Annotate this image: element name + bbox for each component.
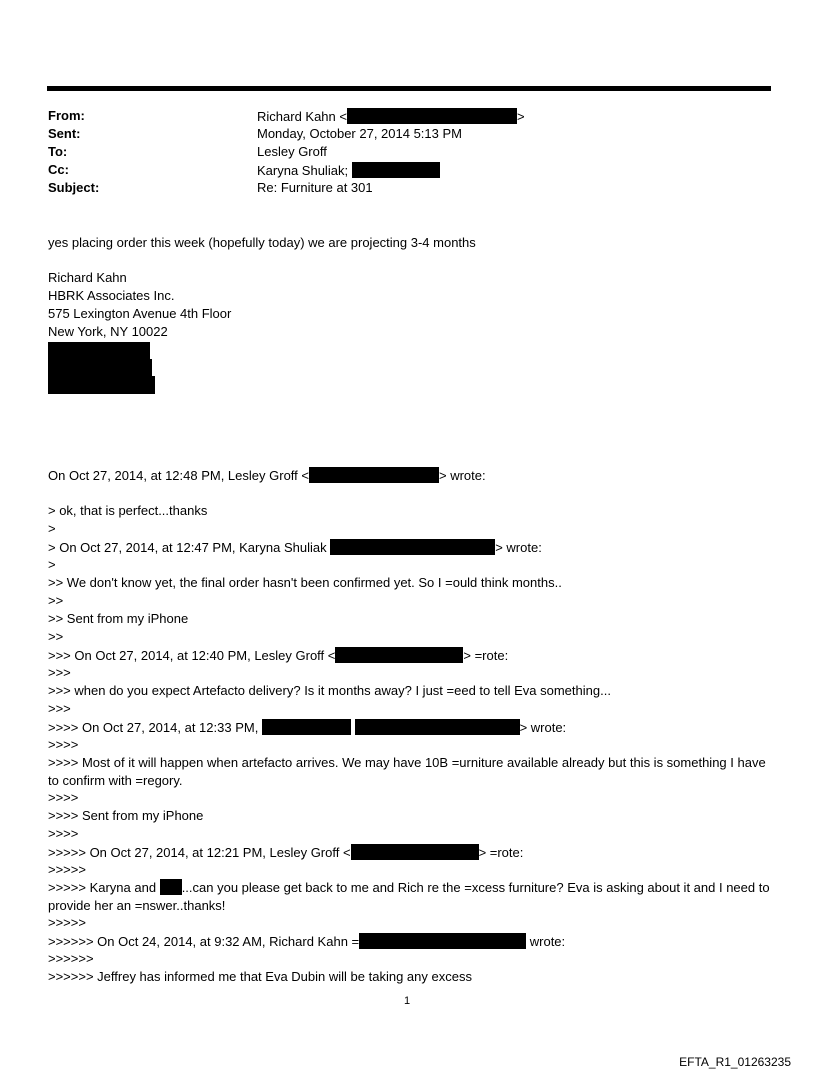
- from-label: From:: [48, 108, 85, 123]
- quoted-text: >>>>>> On Oct 24, 2014, at 9:32 AM, Richard Kahn =: [48, 934, 360, 949]
- quoted-text: > wrote:: [495, 540, 542, 555]
- quoted-text: > wrote:: [519, 720, 567, 735]
- quoted-line: >>>: [48, 665, 71, 680]
- quoted-line: >: [48, 521, 56, 536]
- quoted-line: >>>>>: [48, 862, 86, 877]
- to-label: To:: [48, 144, 68, 159]
- quoted-line: [48, 467, 486, 483]
- redaction-bar: [262, 719, 351, 735]
- subject-value: Re: Furniture at 301: [257, 180, 373, 195]
- redaction-bar: [355, 719, 520, 735]
- redaction-bar: [347, 108, 517, 124]
- sent-label: Sent:: [48, 126, 81, 141]
- quoted-line: > ok, that is perfect...thanks: [48, 503, 208, 518]
- quoted-text: wrote:: [529, 934, 566, 949]
- cc-value: [257, 162, 440, 178]
- page-number: 1: [404, 995, 411, 1007]
- document-id: EFTA_R1_01263235: [679, 1055, 791, 1069]
- quoted-line: >> Sent from my iPhone: [48, 611, 189, 626]
- redaction-bar: [48, 359, 152, 376]
- quoted-line: [48, 719, 566, 735]
- quoted-text: > On Oct 27, 2014, at 12:47 PM, Karyna Shuliak: [48, 540, 327, 555]
- quoted-line: >: [48, 557, 56, 572]
- quoted-line: >>>>>>: [48, 951, 94, 966]
- quoted-line: >> We don't know yet, the final order hasn't been confirmed yet. So I =ould think months..: [48, 575, 562, 590]
- quoted-line: >>: [48, 629, 64, 644]
- quoted-line: [48, 844, 523, 860]
- quoted-text: > wrote:: [439, 468, 486, 483]
- quoted-text: > =rote:: [478, 845, 524, 860]
- quoted-line: >>>>: [48, 826, 79, 841]
- from-close: >: [516, 109, 525, 124]
- redaction-bar: [48, 376, 155, 394]
- redaction-bar: [352, 162, 440, 178]
- quoted-text: >>>> On Oct 27, 2014, at 12:33 PM,: [48, 720, 259, 735]
- quoted-line: [48, 933, 565, 949]
- quoted-text: On Oct 27, 2014, at 12:48 PM, Lesley Groff <: [48, 468, 309, 483]
- to-value: Lesley Groff: [257, 144, 327, 159]
- quoted-line: [48, 647, 508, 663]
- quoted-line: >>>> Most of it will happen when artefacto arrives. We may have 10B =urniture available already but this is something I have to confirm with =regory.: [48, 755, 766, 788]
- redaction-bar: [309, 467, 439, 483]
- subject-label: Subject:: [48, 180, 100, 195]
- quoted-text: > =rote:: [463, 648, 509, 663]
- quoted-line: >>>>: [48, 790, 79, 805]
- signature-line: Richard Kahn: [48, 270, 127, 285]
- redaction-bar: [160, 879, 182, 895]
- sent-value: Monday, October 27, 2014 5:13 PM: [257, 126, 462, 141]
- signature-line: 575 Lexington Avenue 4th Floor: [48, 306, 232, 321]
- signature-line: New York, NY 10022: [48, 324, 168, 339]
- quoted-line: >>>>>: [48, 915, 86, 930]
- quoted-line: >>>>: [48, 737, 79, 752]
- redaction-bar: [48, 342, 150, 359]
- quoted-text: >>> On Oct 27, 2014, at 12:40 PM, Lesley Groff <: [48, 648, 336, 663]
- quoted-line: [48, 539, 542, 555]
- header-rule: [47, 86, 771, 91]
- quoted-text: ...can you please get back to me and Rich re the =xcess furniture? Eva is asking about it and I need to provide her an =nswer..thanks!: [48, 880, 770, 913]
- quoted-text: >>>>> On Oct 27, 2014, at 12:21 PM, Lesley Groff <: [48, 845, 351, 860]
- quoted-line: [48, 879, 778, 915]
- redaction-bar: [351, 844, 479, 860]
- quoted-line: >>: [48, 593, 64, 608]
- quoted-line: >>> when do you expect Artefacto delivery? Is it months away? I just =eed to tell Eva something...: [48, 683, 611, 698]
- quoted-line: >>>>>> Jeffrey has informed me that Eva Dubin will be taking any excess: [48, 969, 472, 984]
- quoted-line: >>>> Sent from my iPhone: [48, 808, 204, 823]
- redaction-bar: [330, 539, 495, 555]
- from-value: [257, 108, 525, 124]
- quoted-text: >>>>> Karyna and: [48, 880, 157, 895]
- redaction-bar: [335, 647, 463, 663]
- cc-label: Cc:: [48, 162, 69, 177]
- message-intro: yes placing order this week (hopefully today) we are projecting 3-4 months: [48, 235, 476, 250]
- redaction-bar: [359, 933, 526, 949]
- cc-name: Karyna Shuliak;: [257, 163, 349, 178]
- quoted-line: >>>: [48, 701, 71, 716]
- from-name: Richard Kahn <: [257, 109, 347, 124]
- signature-line: HBRK Associates Inc.: [48, 288, 175, 303]
